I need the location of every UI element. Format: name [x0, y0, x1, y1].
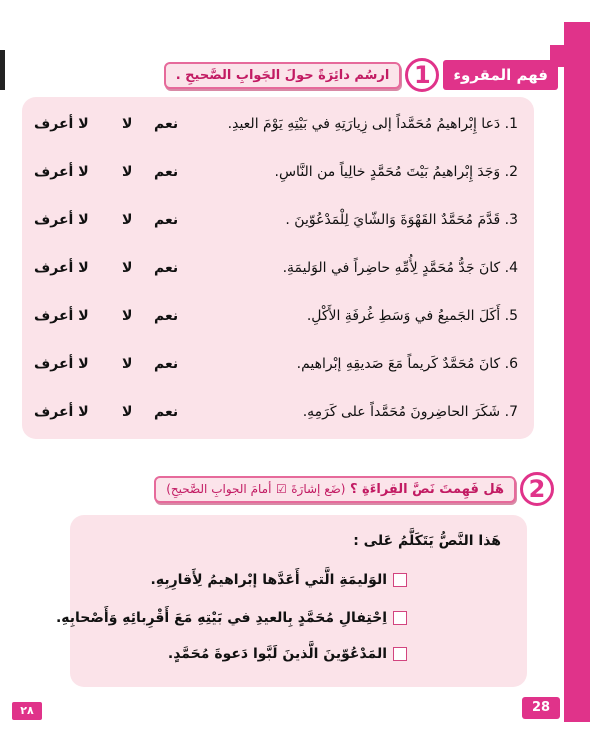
answer-checkbox[interactable]: [393, 573, 407, 587]
question-row: [22, 297, 534, 335]
option-no[interactable]: لا: [122, 356, 133, 372]
question-text: 7. شَكَرَ الحاضِرونَ مُحَمَّداً على كَرَمِهِ.: [302, 404, 518, 420]
question-text: 6. كانَ مُحَمَّدٌ كَريماً مَعَ صَديقِهِ إبْراهيم.: [296, 356, 518, 372]
question-row: [22, 249, 534, 287]
option-no[interactable]: لا: [122, 212, 133, 228]
option-yes[interactable]: نعم: [154, 212, 179, 228]
option-no[interactable]: لا: [122, 404, 133, 420]
right-edge-band: [564, 22, 590, 722]
question-text: 3. قَدَّمَ مُحَمَّدٌ القَهْوَةَ وَالشّايَ لِلْمَدْعُوّينَ .: [285, 212, 518, 228]
option-no[interactable]: لا: [122, 308, 133, 324]
question-row: [22, 345, 534, 383]
option-no[interactable]: لا: [122, 116, 133, 132]
question-text: 1. دَعا إِبْراهيمُ مُحَمَّداً إلى زِيارَتِهِ في بَيْتِهِ يَوْمَ العيدِ.: [227, 116, 518, 132]
section2-header: [154, 472, 558, 506]
question-row: [22, 393, 534, 431]
answer-option: [70, 641, 527, 667]
option-yes[interactable]: نعم: [154, 356, 179, 372]
option-yes[interactable]: نعم: [154, 260, 179, 276]
section2-number: 2: [520, 472, 554, 506]
answer-text: المَدْعُوّينَ الَّذينَ لَبَّوا دَعوةَ مُحَمَّدٍ.: [167, 646, 387, 662]
question-row: [22, 201, 534, 239]
answers-intro: هَذا النَّصُّ يَتَكَلَّمُ عَلى :: [353, 533, 501, 549]
option-no[interactable]: لا: [122, 164, 133, 180]
section1-label: فهم المقروء: [443, 60, 558, 90]
page-number-arabic: ٢٨: [12, 702, 42, 720]
option-dont-know[interactable]: لا أعرف: [34, 212, 89, 228]
check-icon: ☑: [275, 481, 287, 496]
question-row: [22, 105, 534, 143]
question-text: 2. وَجَدَ إِبْراهيمُ بَيْتَ مُحَمَّدٍ خالِياً من النَّاسِ.: [274, 164, 518, 180]
answers-box: [55, 515, 527, 687]
option-dont-know[interactable]: لا أعرف: [34, 404, 89, 420]
answer-text: اِحْتِفالِ مُحَمَّدٍ بِالعيدِ في بَيْتِهِ مَعَ أَقْرِبائِهِ وَأَصْحابِهِ.: [55, 610, 387, 626]
option-dont-know[interactable]: لا أعرف: [34, 164, 89, 180]
question-text: 4. كانَ جَدُّ مُحَمَّدٍ لِأُمِّهِ حاضِراً في الوَليمَةِ.: [282, 260, 518, 276]
section1-number: 1: [405, 58, 439, 92]
question-row: [22, 153, 534, 191]
section2-hint-after: أمامَ الجوابِ الصَّحيحِ): [166, 481, 272, 496]
section1-instruction: ارسُم دائِرَةً حولَ الجَوابِ الصَّحيحِ .: [164, 62, 402, 89]
option-yes[interactable]: نعم: [154, 404, 179, 420]
section1-header: [164, 58, 558, 92]
option-yes[interactable]: نعم: [154, 116, 179, 132]
answer-text: الوَليمَةِ الَّتي أَعَدَّها إبْراهيمُ لِأَقارِبِهِ.: [150, 572, 387, 588]
answer-option: [55, 605, 527, 631]
page-number: 28: [522, 697, 560, 719]
section2-hint-before: (ضَع إشارَةَ: [291, 481, 346, 496]
answer-checkbox[interactable]: [393, 647, 407, 661]
questions-panel: [22, 97, 534, 439]
section2-instruction: [154, 476, 516, 503]
option-no[interactable]: لا: [122, 260, 133, 276]
question-text: 5. أَكَلَ الجَميعُ في وَسَطِ غُرفَةِ الأَكْلِ.: [306, 308, 518, 324]
option-dont-know[interactable]: لا أعرف: [34, 308, 89, 324]
option-yes[interactable]: نعم: [154, 164, 179, 180]
left-edge-mark: [0, 50, 5, 90]
option-yes[interactable]: نعم: [154, 308, 179, 324]
option-dont-know[interactable]: لا أعرف: [34, 260, 89, 276]
answer-checkbox[interactable]: [393, 611, 407, 625]
option-dont-know[interactable]: لا أعرف: [34, 116, 89, 132]
option-dont-know[interactable]: لا أعرف: [34, 356, 89, 372]
answer-option: [70, 567, 527, 593]
section2-question: هَل فَهِمتَ نَصَّ القِراءَةِ ؟: [349, 481, 504, 497]
